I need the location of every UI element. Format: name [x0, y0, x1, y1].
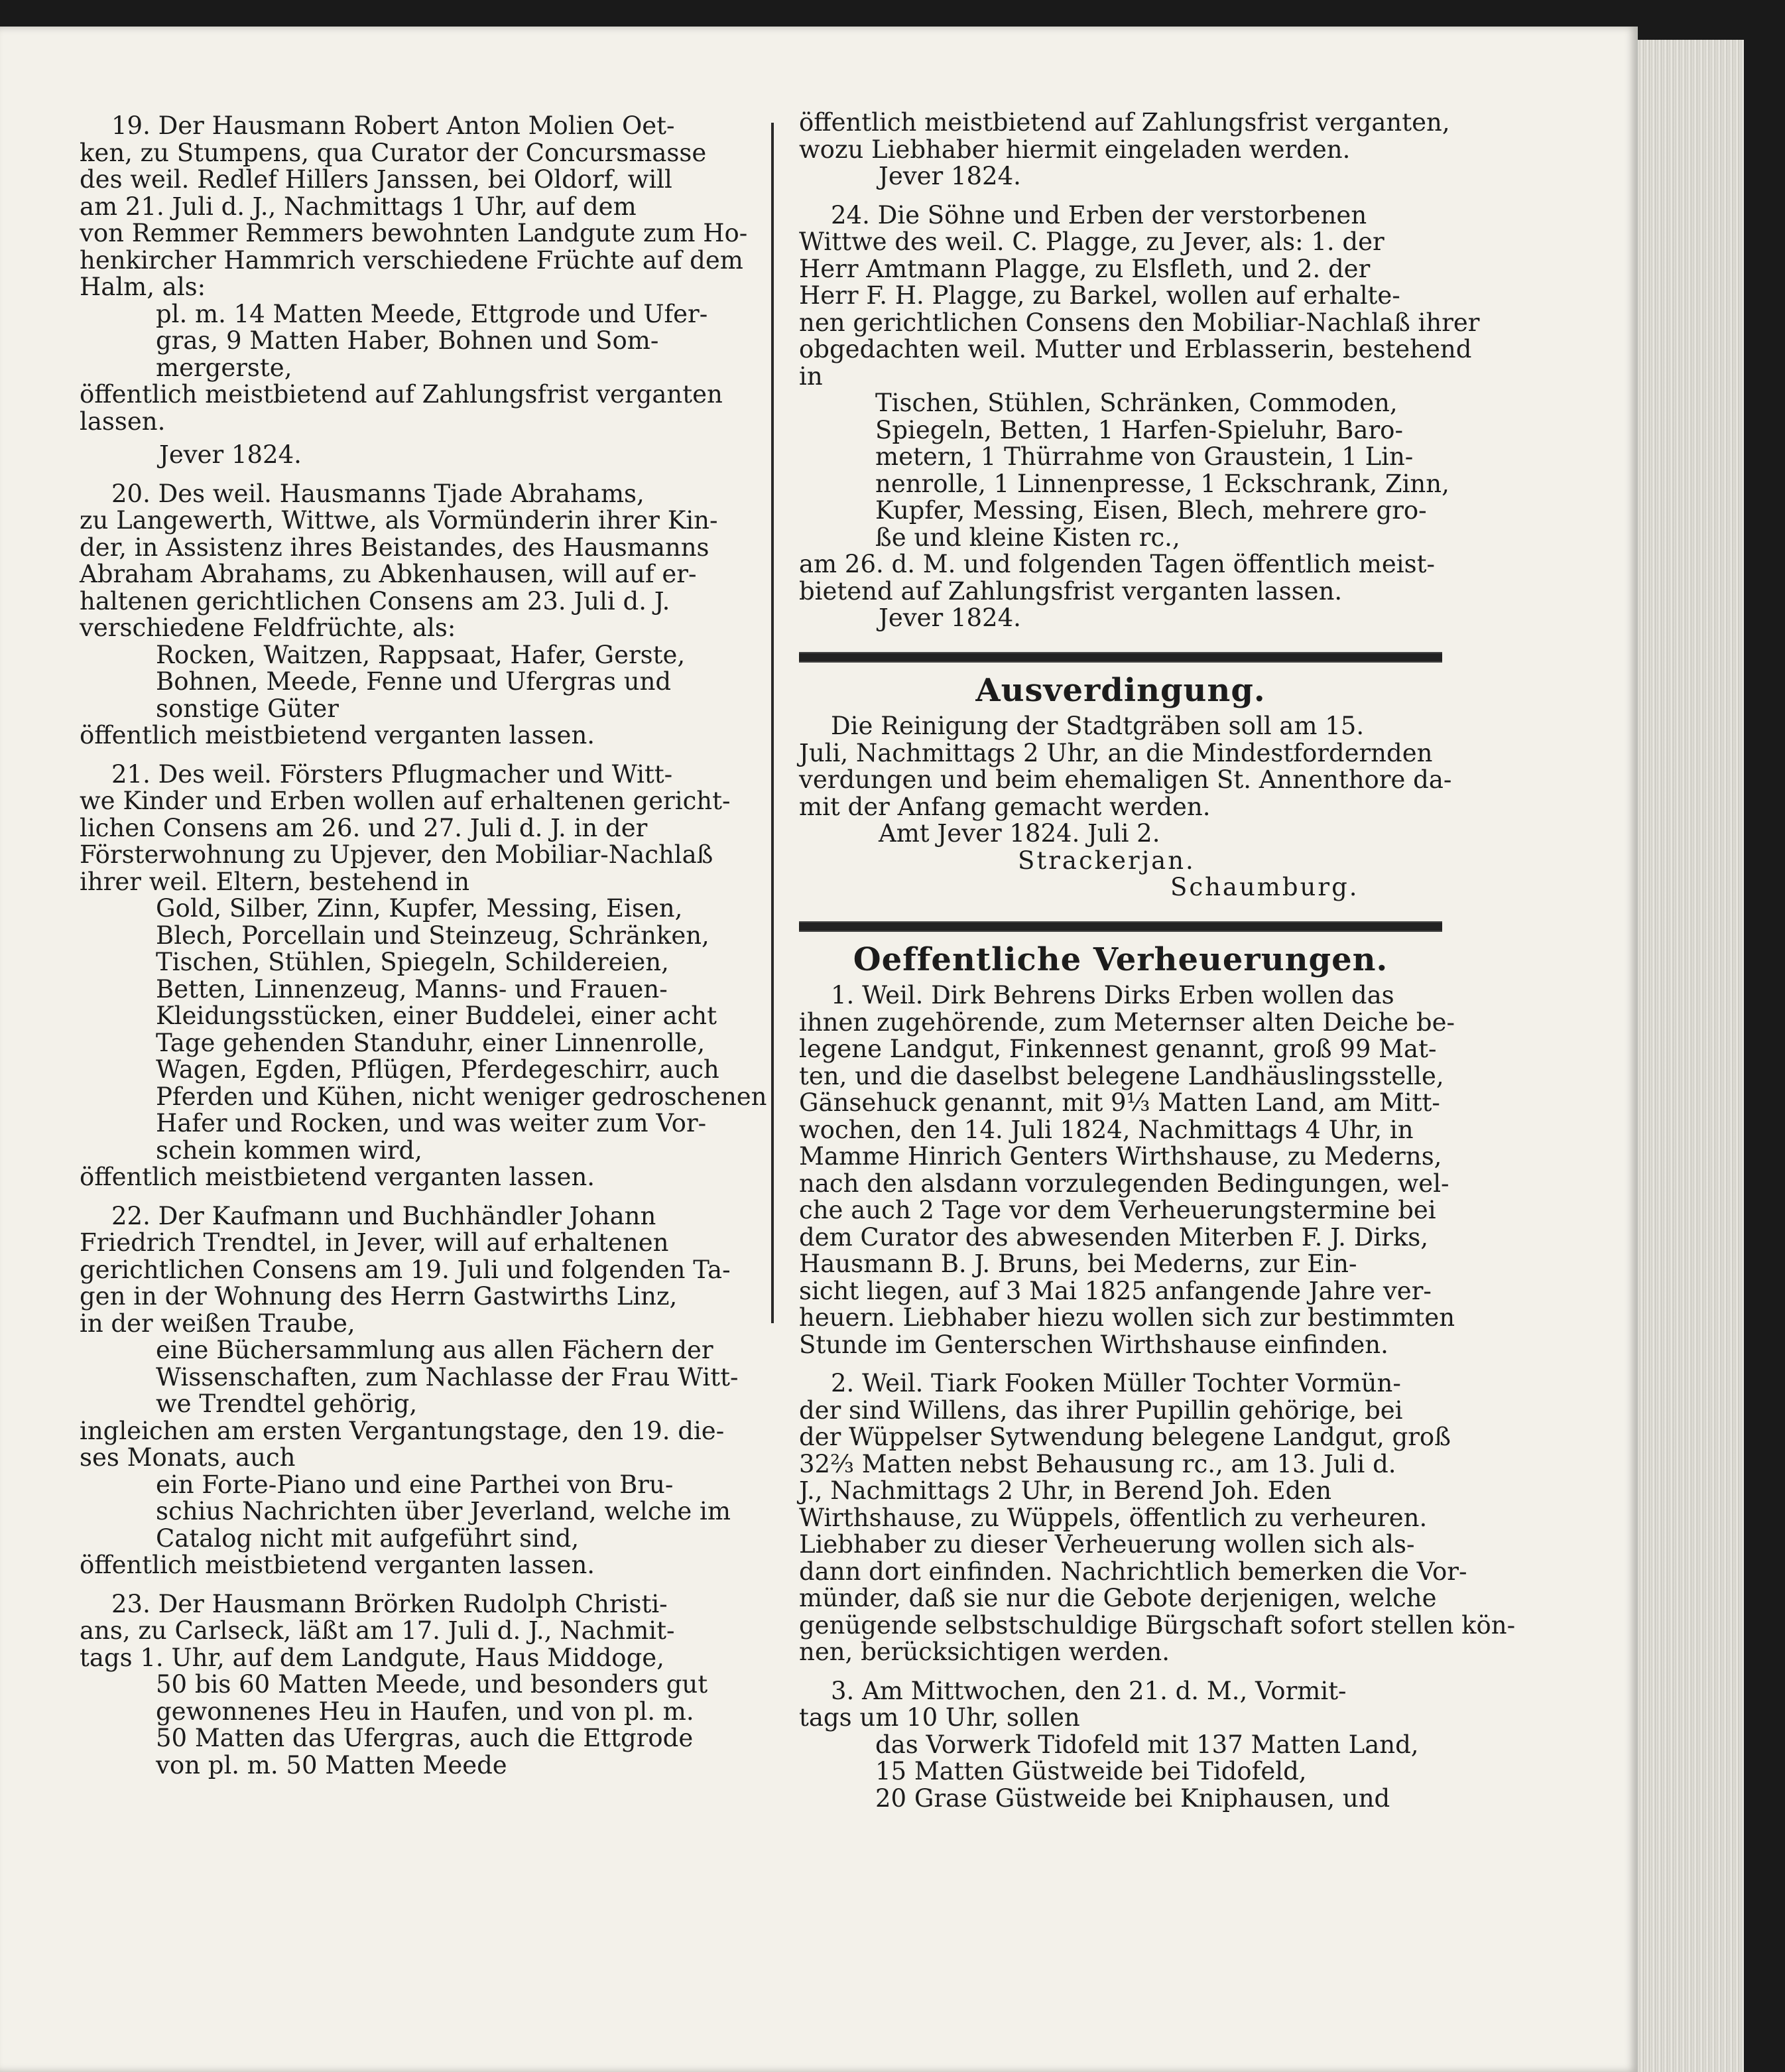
text-line: 50 Matten das Ufergras, auch die Ettgrode	[156, 1724, 694, 1752]
text-line: metern, 1 Thürrahme von Graustein, 1 Lin-	[875, 442, 1414, 471]
text-line: eine Büchersammlung aus allen Fächern der	[156, 1336, 713, 1364]
text-line: Wissenschaften, zum Nachlasse der Frau Witt-	[156, 1362, 739, 1392]
column-divider	[771, 123, 774, 1323]
notice-21	[80, 759, 767, 1191]
notice-24	[799, 200, 1480, 606]
text-line: Herr F. H. Plagge, zu Barkel, wollen auf erhalte-	[799, 281, 1400, 310]
text-line: ten, und die daselbst belegene Landhäuslingsstelle,	[799, 1061, 1444, 1090]
text-line: che auch 2 Tage vor dem Verheuerungstermine bei	[799, 1196, 1436, 1224]
text-line: ans, zu Carlseck, läßt am 17. Juli d. J., Nachmit-	[80, 1616, 675, 1645]
text-line: das Vorwerk Tidofeld mit 137 Matten Land,	[875, 1730, 1419, 1759]
text-line: am 26. d. M. und folgenden Tagen öffentlich meist-	[799, 550, 1435, 578]
text-line: öffentlich meistbietend auf Zahlungsfrist verganten	[80, 380, 723, 409]
text-line: münder, daß sie nur die Gebote derjenigen, welche	[799, 1584, 1437, 1612]
section-heading-verheuerungen: Oeffentliche Verheuerungen.	[853, 940, 1388, 978]
text-line: wozu Liebhaber hiermit eingeladen werden.	[799, 135, 1351, 164]
text-line: öffentlich meistbietend verganten lassen.	[80, 721, 595, 749]
text-line: dann dort einfinden. Nachrichtlich bemerken die Vor-	[799, 1557, 1467, 1586]
text-line: Kleidungsstücken, einer Buddelei, einer acht	[156, 1002, 717, 1030]
text-line: ses Monats, auch	[80, 1443, 296, 1472]
text-line: 1. Weil. Dirk Behrens Dirks Erben wollen das	[831, 981, 1394, 1009]
text-line: Spiegeln, Betten, 1 Harfen-Spieluhr, Baro-	[875, 415, 1403, 444]
text-line: Pferden und Kühen, nicht weniger gedroschenen	[156, 1082, 767, 1111]
text-line: Halm, als:	[80, 273, 206, 301]
text-line: Bohnen, Meede, Fenne und Ufergras und	[156, 667, 672, 696]
text-line: zu Langewerth, Wittwe, als Vormünderin ihrer Kin-	[80, 506, 718, 535]
text-line: Gänsehuck genannt, mit 9⅓ Matten Land, am Mitt-	[799, 1088, 1440, 1117]
text-line: dem Curator des abwesenden Miterben F. J. Dirks,	[799, 1222, 1429, 1252]
text-line: Friedrich Trendtel, in Jever, will auf erhaltenen	[80, 1228, 669, 1257]
right-column	[799, 108, 1516, 1813]
text-line: Försterwohnung zu Upjever, den Mobiliar-Nachlaß	[80, 840, 713, 869]
text-line: gewonnenes Heu in Haufen, und von pl. m.	[156, 1697, 694, 1726]
text-line: bietend auf Zahlungsfrist verganten lassen.	[799, 576, 1343, 606]
text-line: Wittwe des weil. C. Plagge, zu Jever, als: 1. der	[799, 227, 1385, 256]
notice-19	[80, 111, 748, 436]
text-line: 19. Der Hausmann Robert Anton Molien Oet-	[111, 111, 675, 140]
text-line: pl. m. 14 Matten Meede, Ettgrode und Ufer-	[156, 299, 708, 328]
text-line: Tischen, Stühlen, Schränken, Commoden,	[875, 389, 1398, 417]
text-line: 22. Der Kaufmann und Buchhändler Johann	[111, 1201, 656, 1230]
text-line: der sind Willens, das ihrer Pupillin gehörige, bei	[799, 1395, 1403, 1425]
text-line: schius Nachrichten über Jeverland, welche im	[156, 1497, 731, 1525]
text-line: obgedachten weil. Mutter und Erblasserin, bestehend	[799, 335, 1472, 363]
text-line: ein Forte-Piano und eine Parthei von Bru-	[156, 1470, 674, 1499]
text-line: lichen Consens am 26. und 27. Juli d. J. in der	[80, 813, 648, 842]
text-line: am 21. Juli d. J., Nachmittags 1 Uhr, auf dem	[80, 192, 637, 221]
text-line: Tischen, Stühlen, Spiegeln, Schildereien,	[156, 948, 669, 976]
text-line: nach den alsdann vorzulegenden Bedingungen, wel-	[799, 1169, 1449, 1198]
text-line: ihnen zugehörende, zum Meternser alten Deiche be-	[799, 1007, 1455, 1037]
text-line: der Wüppelser Sytwendung belegene Landgut, groß	[799, 1423, 1451, 1451]
text-line: nen gerichtlichen Consens den Mobiliar-Nachlaß ihrer	[799, 308, 1480, 337]
text-line: Blech, Porcellain und Steinzeug, Schränken,	[156, 921, 709, 950]
text-line: schein kommen wird,	[156, 1135, 422, 1165]
page-edge-stack	[1638, 40, 1744, 2072]
text-line: ße und kleine Kisten rc.,	[875, 523, 1180, 552]
notice-23	[80, 1591, 736, 1780]
text-line: verdungen und beim ehemaligen St. Annenthore da-	[799, 765, 1452, 794]
text-line: 20 Grase Güstweide bei Kniphausen, und	[875, 1783, 1390, 1813]
text-line: des weil. Redlef Hillers Janssen, bei Oldorf, will	[80, 165, 672, 194]
text-line: Betten, Linnenzeug, Manns- und Frauen-	[156, 974, 668, 1004]
ausverdingung-body	[799, 712, 1452, 821]
text-line: ingleichen am ersten Vergantungstage, den 19. die-	[80, 1416, 725, 1445]
text-line: haltenen gerichtlichen Consens am 23. Juli d. J.	[80, 586, 670, 615]
text-line: Gold, Silber, Zinn, Kupfer, Messing, Eisen,	[156, 894, 683, 923]
text-line: J., Nachmittags 2 Uhr, in Berend Joh. Eden	[799, 1476, 1332, 1505]
text-line: ihrer weil. Eltern, bestehend in	[80, 867, 470, 896]
text-line: 24. Die Söhne und Erben der verstorbenen	[831, 200, 1367, 229]
place-date: Amt Jever 1824. Juli 2.	[879, 819, 1160, 848]
text-line: öffentlich meistbietend verganten lassen.	[80, 1551, 595, 1579]
verheuerung-3	[799, 1678, 1442, 1813]
text-line: Kupfer, Messing, Eisen, Blech, mehrere gro-	[875, 496, 1427, 525]
text-line: 3. Am Mittwochen, den 21. d. M., Vormit-	[831, 1676, 1347, 1705]
text-line: der, in Assistenz ihres Beistandes, des Hausmanns	[80, 533, 709, 562]
text-line: 2. Weil. Tiark Fooken Müller Tochter Vormün-	[831, 1369, 1401, 1397]
notice-20	[80, 481, 736, 749]
text-line: we Trendtel gehörig,	[156, 1390, 418, 1418]
text-line: sicht liegen, auf 3 Mai 1825 anfangende Jahre ver-	[799, 1276, 1432, 1305]
text-line: 20. Des weil. Hausmanns Tjade Abrahams,	[111, 479, 645, 508]
text-line: lassen.	[80, 407, 166, 436]
text-line: Tage gehenden Standuhr, einer Linnenrolle,	[156, 1028, 706, 1057]
section-rule	[799, 652, 1442, 663]
text-line: Catalog nicht mit aufgeführt sind,	[156, 1523, 580, 1553]
text-line: ken, zu Stumpens, qua Curator der Concursmasse	[80, 138, 707, 167]
notice-22	[80, 1201, 739, 1579]
text-line: 15 Matten Güstweide bei Tidofeld,	[875, 1757, 1307, 1785]
text-line: Rocken, Waitzen, Rappsaat, Hafer, Gerste,	[156, 640, 686, 669]
text-line: verschiedene Feldfrüchte, als:	[80, 614, 456, 642]
text-line: genügende selbstschuldige Bürgschaft sofort stellen kön-	[799, 1610, 1516, 1640]
text-line: 50 bis 60 Matten Meede, und besonders gut	[156, 1670, 708, 1699]
text-line: Wirthshause, zu Wüppels, öffentlich zu verheuren.	[799, 1503, 1428, 1532]
text-line: henkircher Hammrich verschiedene Früchte auf dem	[80, 245, 743, 275]
text-line: heuern. Liebhaber hiezu wollen sich zur bestimmten	[799, 1303, 1455, 1332]
signature: Strackerjan.	[1018, 846, 1196, 875]
place-date: Jever 1824.	[879, 162, 1021, 190]
text-line: Die Reinigung der Stadtgräben soll am 15.	[831, 712, 1365, 740]
text-line: Juli, Nachmittags 2 Uhr, an die Mindestfordernden	[799, 738, 1433, 767]
notice-23-continued	[799, 108, 1450, 164]
text-line: gerichtlichen Consens am 19. Juli und folgenden Ta-	[80, 1255, 731, 1284]
text-line: sonstige Güter	[156, 694, 339, 723]
text-line: tags 1. Uhr, auf dem Landgute, Haus Middoge,	[80, 1643, 664, 1672]
text-line: gen in der Wohnung des Herrn Gastwirths Linz,	[80, 1282, 678, 1311]
verheuerung-2	[799, 1369, 1516, 1666]
verheuerung-1	[799, 981, 1455, 1359]
text-line: Hafer und Rocken, und was weiter zum Vor-	[156, 1109, 707, 1137]
text-line: von pl. m. 50 Matten Meede	[156, 1750, 507, 1780]
text-line: Herr Amtmann Plagge, zu Elsfleth, und 2. der	[799, 254, 1371, 283]
text-line: legene Landgut, Finkennest genannt, groß 99 Mat-	[799, 1035, 1437, 1063]
text-line: öffentlich meistbietend verganten lassen.	[80, 1163, 595, 1191]
text-line: nenrolle, 1 Linnenpresse, 1 Eckschrank, Zinn,	[875, 469, 1449, 498]
text-line: 21. Des weil. Försters Pflugmacher und Witt-	[111, 759, 673, 789]
text-line: Liebhaber zu dieser Verheuerung wollen sich als-	[799, 1530, 1415, 1559]
signature: Schaumburg.	[1170, 873, 1359, 901]
place-date: Jever 1824.	[879, 604, 1021, 632]
text-line: Stunde im Genterschen Wirthshause einfinden.	[799, 1330, 1388, 1359]
text-line: mergerste,	[156, 353, 292, 382]
text-line: 32⅔ Matten nebst Behausung rc., am 13. Juli d.	[799, 1449, 1396, 1478]
text-line: in	[799, 361, 823, 391]
text-line: wochen, den 14. Juli 1824, Nachmittags 4 Uhr, in	[799, 1115, 1414, 1144]
text-line: nen, berücksichtigen werden.	[799, 1638, 1170, 1666]
text-line: öffentlich meistbietend auf Zahlungsfrist verganten,	[799, 108, 1450, 137]
section-rule	[799, 921, 1442, 932]
text-line: tags um 10 Uhr, sollen	[799, 1703, 1080, 1732]
text-line: gras, 9 Matten Haber, Bohnen und Som-	[156, 326, 659, 355]
text-line: Wagen, Egden, Pflügen, Pferdegeschirr, auch	[156, 1055, 719, 1084]
left-column	[80, 111, 767, 1780]
section-heading-ausverdingung: Ausverdingung.	[975, 671, 1266, 709]
text-line: Abraham Abrahams, zu Abkenhausen, will auf er-	[80, 560, 697, 588]
text-line: we Kinder und Erben wollen auf erhaltenen gericht-	[80, 787, 731, 815]
text-line: Hausmann B. J. Bruns, bei Mederns, zur Ein-	[799, 1250, 1357, 1278]
text-line: von Remmer Remmers bewohnten Landgute zum Ho-	[80, 219, 748, 247]
text-line: 23. Der Hausmann Brörken Rudolph Christi-	[111, 1589, 668, 1618]
text-line: Mamme Hinrich Genters Wirthshause, zu Mederns,	[799, 1142, 1442, 1171]
text-line: mit der Anfang gemacht werden.	[799, 792, 1211, 821]
text-line: in der weißen Traube,	[80, 1309, 355, 1338]
place-date: Jever 1824.	[159, 440, 302, 469]
